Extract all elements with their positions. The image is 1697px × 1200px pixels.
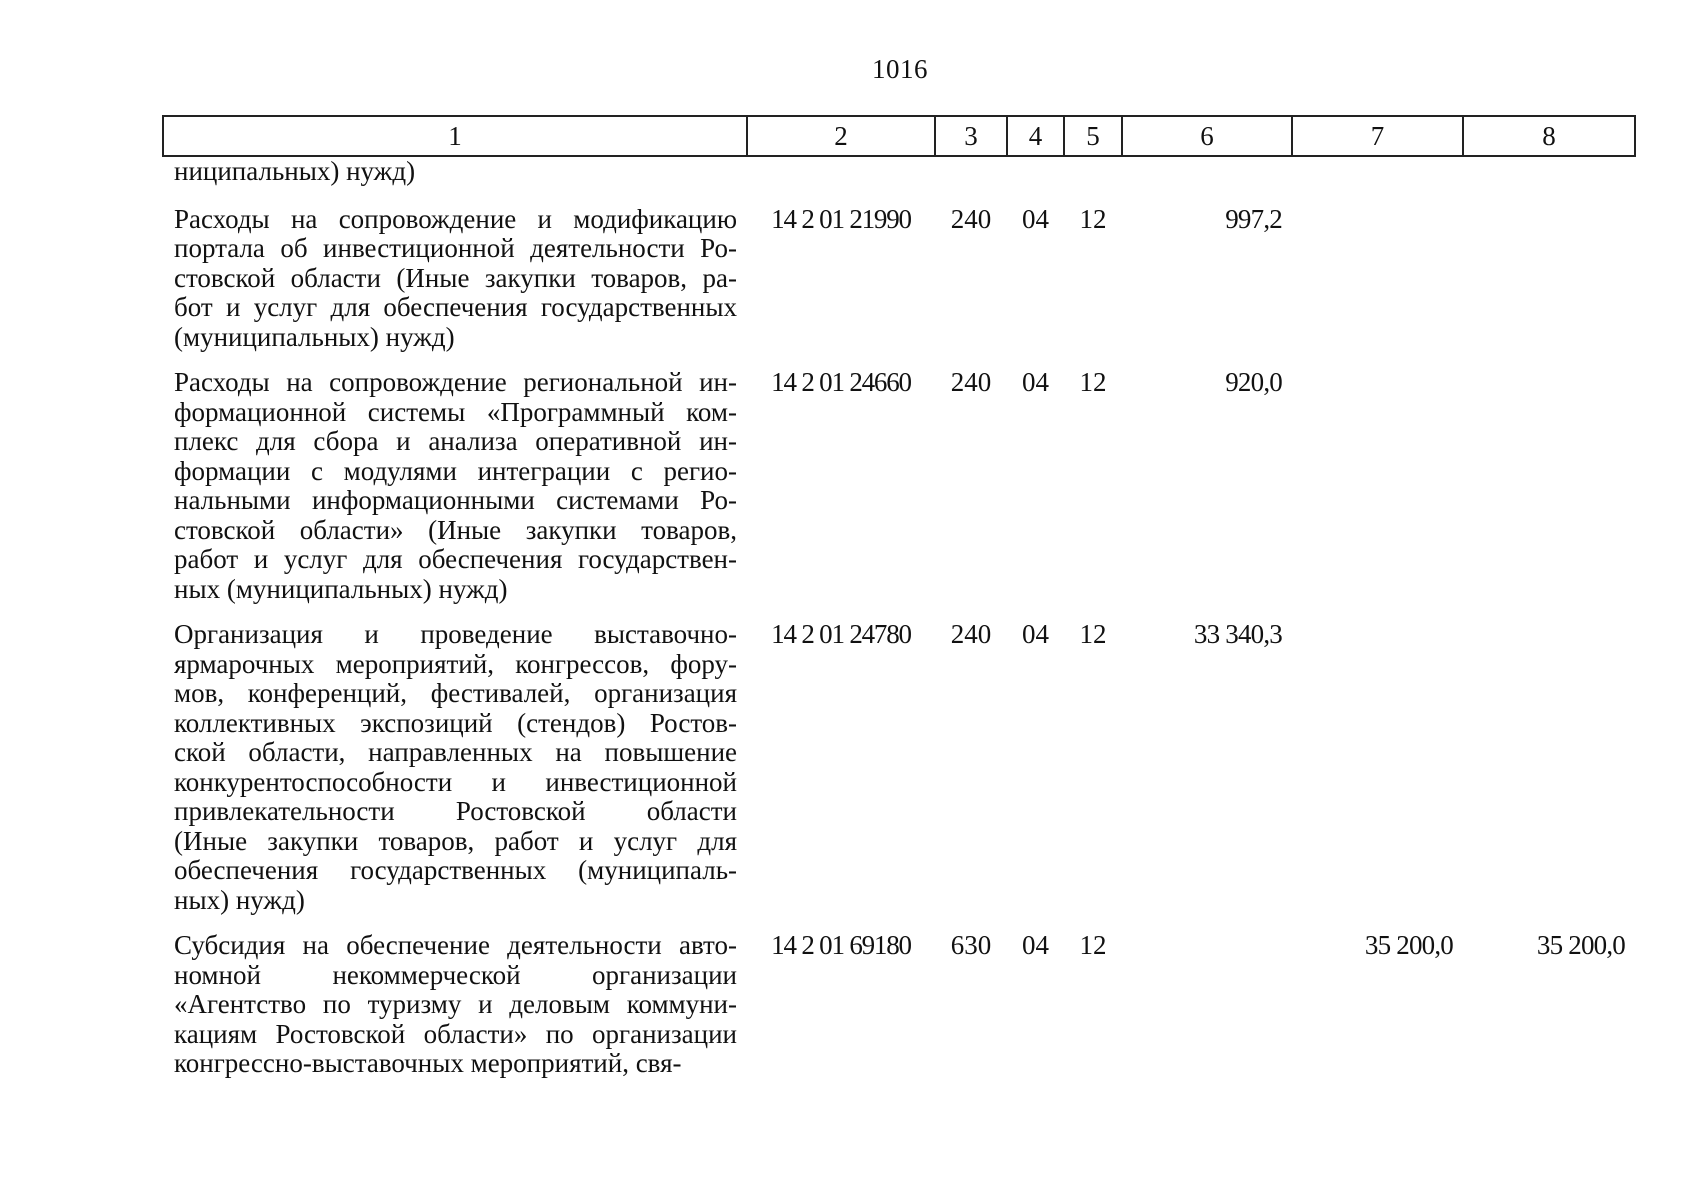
row-amount-col7: 35 200,0 [1364, 930, 1453, 960]
table-row [163, 156, 1635, 205]
row-name-line: обеспечения государственных (муниципаль- [174, 855, 737, 885]
row-section: 04 [1022, 930, 1049, 960]
row-name-line: стовской области» (Иные закупки товаров, [174, 514, 737, 545]
row-amount-col7 [1292, 368, 1463, 620]
table-row [163, 931, 1635, 1095]
row-amount-col6: 33 340,3 [1193, 619, 1282, 649]
row-subsection [1064, 156, 1122, 205]
row-name-line: формации с модулями интеграции с регио- [174, 455, 737, 486]
row-section: 04 [1022, 203, 1049, 234]
row-expense-type: 240 [950, 619, 992, 649]
row-name-line: работ и услуг для обеспечения государствен- [174, 544, 737, 574]
row-code: 14 2 01 21990 [771, 203, 911, 234]
header-col-2: 2 [747, 116, 935, 156]
row-section: 04 [1022, 367, 1049, 397]
row-section [1007, 156, 1064, 205]
row-name-line: бот и услуг для обеспечения государственных [174, 292, 737, 322]
row-name-line: ской области, направленных на повышение [174, 737, 737, 767]
header-col-3: 3 [935, 116, 1007, 156]
header-col-5: 5 [1064, 116, 1122, 156]
header-row [163, 116, 1635, 156]
row-amount-col6 [1122, 931, 1292, 1095]
row-name-line: формационной системы «Программный ком- [174, 396, 737, 427]
row-code: 14 2 01 24780 [771, 619, 911, 649]
row-name-line: ярмарочных мероприятий, конгрессов, фору- [174, 648, 737, 679]
header-col-6: 6 [1122, 116, 1292, 156]
table-row [163, 368, 1635, 620]
row-name-line: номной некоммерческой организации [174, 959, 737, 990]
row-name-line: Субсидия на обеспечение деятельности авто- [174, 930, 737, 960]
table-header [163, 116, 1635, 156]
row-name-line: плекс для сбора и анализа оперативной ин- [174, 426, 737, 456]
row-name-line: стовской области (Иные закупки товаров, ра- [174, 262, 737, 293]
row-amount-col7 [1292, 205, 1463, 369]
row-code: 14 2 01 24660 [771, 367, 911, 397]
row-name-line: ных) нужд) [174, 884, 305, 915]
row-name-line: привлекательности Ростовской области [174, 796, 737, 826]
row-subsection: 12 [1079, 367, 1107, 397]
header-col-8: 8 [1463, 116, 1635, 156]
row-amount-col7 [1292, 620, 1463, 931]
row-code [747, 156, 935, 205]
row-name-line: ниципальных) нужд) [174, 156, 416, 186]
row-name [163, 205, 747, 369]
table-row [163, 620, 1635, 931]
row-name-line: портала об инвестиционной деятельности Ро- [174, 233, 737, 263]
row-amount-col8 [1463, 205, 1635, 369]
row-name-line: (Иные закупки товаров, работ и услуг для [174, 825, 737, 856]
row-name-line: «Агентство по туризму и деловым коммуни- [174, 989, 737, 1019]
row-section: 04 [1022, 619, 1049, 649]
row-amount-col6: 920,0 [1225, 367, 1282, 397]
row-name-line: Организация и проведение выставочно- [174, 619, 737, 649]
row-name-line: мов, конференций, фестивалей, организация [174, 678, 737, 708]
row-amount-col6: 997,2 [1225, 203, 1282, 234]
row-name [163, 931, 747, 1095]
row-name [163, 156, 747, 205]
table-body [163, 156, 1635, 1095]
row-amount-col8 [1463, 156, 1635, 205]
row-subsection: 12 [1079, 930, 1107, 960]
row-name-line: ных (муниципальных) нужд) [174, 573, 508, 604]
row-expense-type: 240 [950, 203, 992, 234]
table-row [163, 205, 1635, 369]
header-col-4: 4 [1007, 116, 1064, 156]
row-amount-col7 [1292, 156, 1463, 205]
row-amount-col8 [1463, 368, 1635, 620]
page-number: 1016 [872, 54, 928, 84]
row-name-line: кациям Ростовской области» по организации [174, 1018, 737, 1049]
row-subsection: 12 [1079, 203, 1107, 234]
row-amount-col8 [1463, 620, 1635, 931]
row-name-line: (муниципальных) нужд) [174, 321, 455, 352]
header-col-7: 7 [1292, 116, 1463, 156]
row-amount-col8: 35 200,0 [1536, 930, 1625, 960]
row-name-line: Расходы на сопровождение и модификацию [174, 203, 737, 234]
row-name [163, 368, 747, 620]
row-name-line: Расходы на сопровождение региональной ин- [174, 367, 737, 397]
row-expense-type [935, 156, 1007, 205]
row-expense-type: 630 [950, 930, 992, 960]
row-name-line: нальными информационными системами Ро- [174, 485, 737, 515]
header-col-1: 1 [163, 116, 747, 156]
row-name [163, 620, 747, 931]
row-name-line: коллективных экспозиций (стендов) Ростов- [174, 707, 737, 738]
row-subsection: 12 [1079, 619, 1107, 649]
row-code: 14 2 01 69180 [771, 930, 911, 960]
row-name-line: конкурентоспособности и инвестиционной [174, 766, 737, 797]
row-name-line: конгрессно-выставочных мероприятий, свя- [174, 1048, 682, 1078]
budget-table [162, 115, 1636, 1095]
row-expense-type: 240 [950, 367, 992, 397]
row-amount-col6 [1122, 156, 1292, 205]
